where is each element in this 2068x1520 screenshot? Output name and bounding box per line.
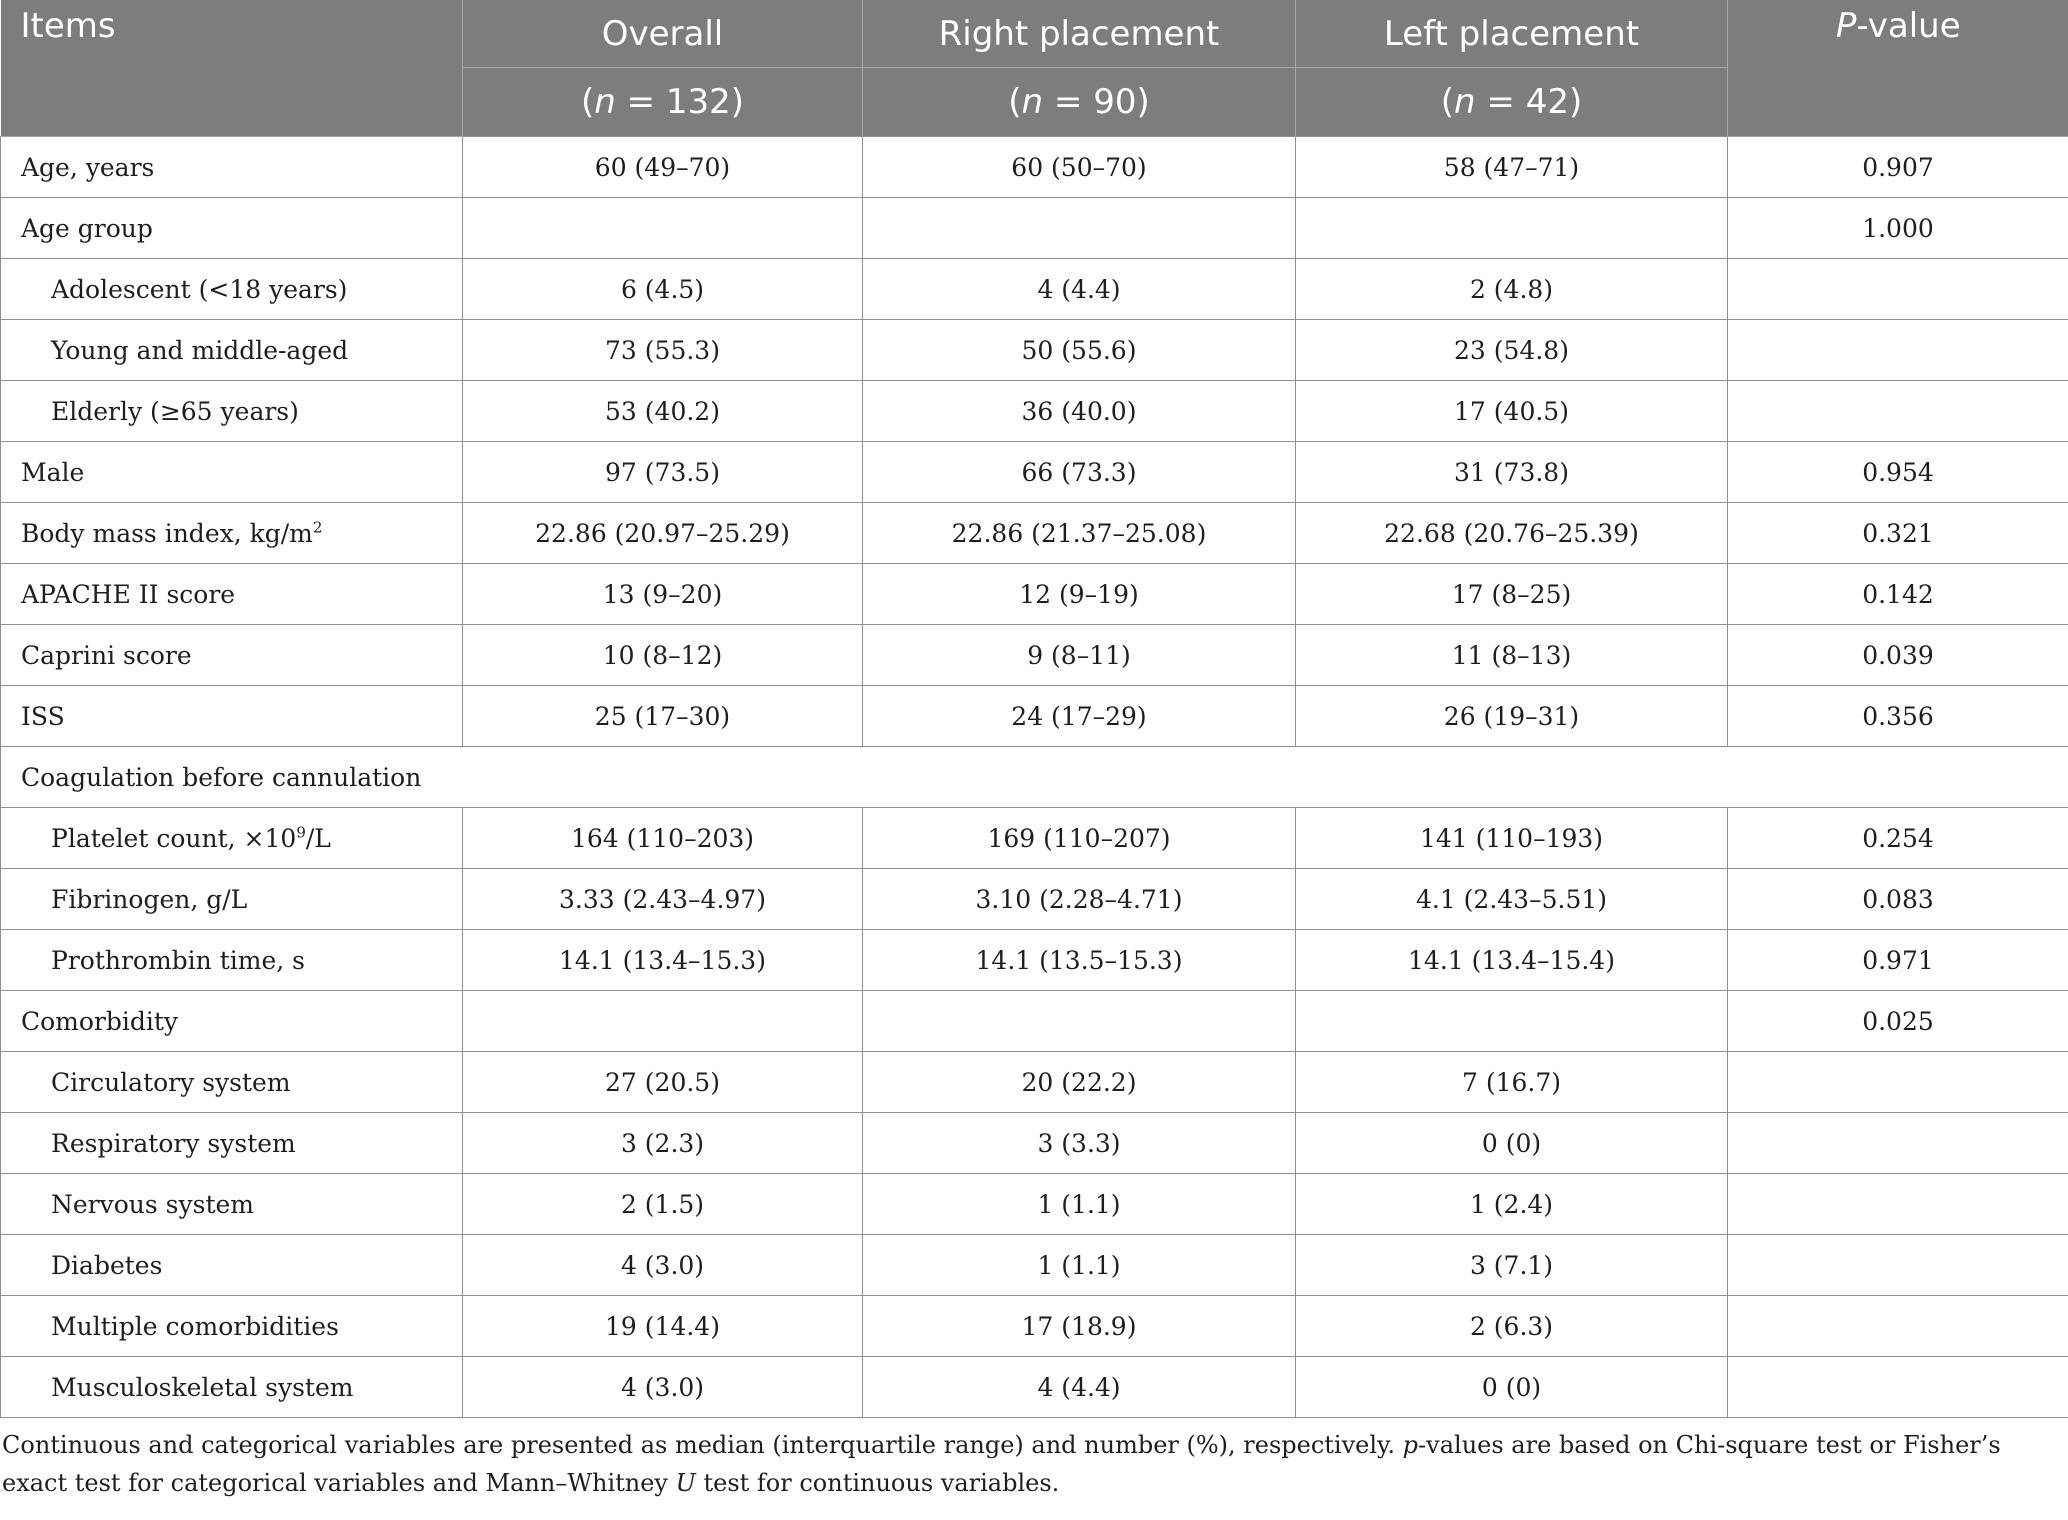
- cell-p-value: 0.254: [1728, 808, 2068, 869]
- row-label: Young and middle-aged: [1, 320, 463, 381]
- cell-left: [1296, 198, 1728, 259]
- cell-right: 14.1 (13.5–15.3): [863, 930, 1296, 991]
- table-header: [1, 0, 2068, 137]
- table-row: [1, 1052, 2068, 1113]
- cell-left: 0 (0): [1296, 1357, 1728, 1418]
- row-label: Nervous system: [1, 1174, 463, 1235]
- p-value-label: [1728, 6, 2068, 46]
- cell-left: 26 (19–31): [1296, 686, 1728, 747]
- table-row: [1, 1296, 2068, 1357]
- cell-right: 36 (40.0): [863, 381, 1296, 442]
- cell-p-value: [1728, 1113, 2068, 1174]
- cell-left: 2 (6.3): [1296, 1296, 1728, 1357]
- left-n-italic: n: [1454, 82, 1476, 122]
- header-items-label: Items: [20, 6, 116, 46]
- cell-right: 4 (4.4): [863, 1357, 1296, 1418]
- table-footnote: [0, 1418, 2062, 1502]
- cell-left: 14.1 (13.4–15.4): [1296, 930, 1728, 991]
- header-overall-n: [463, 68, 863, 137]
- cell-left: 23 (54.8): [1296, 320, 1728, 381]
- cell-p-value: [1728, 320, 2068, 381]
- p-value-rest: -value: [1856, 6, 1961, 46]
- cell-p-value: 0.083: [1728, 869, 2068, 930]
- cell-right: 9 (8–11): [863, 625, 1296, 686]
- cell-left: 22.68 (20.76–25.39): [1296, 503, 1728, 564]
- cell-p-value: 0.039: [1728, 625, 2068, 686]
- row-label: Multiple comorbidities: [1, 1296, 463, 1357]
- cell-p-value: 0.025: [1728, 991, 2068, 1052]
- cell-p-value: [1728, 1174, 2068, 1235]
- table-body: [1, 137, 2068, 1418]
- header-left-n: [1296, 68, 1728, 137]
- table-row: [1, 564, 2068, 625]
- cell-p-value: 0.954: [1728, 442, 2068, 503]
- cell-left: [1296, 991, 1728, 1052]
- header-overall: Overall: [463, 0, 863, 68]
- left-n-open: (: [1440, 82, 1455, 122]
- cell-p-value: [1728, 1052, 2068, 1113]
- cell-p-value: [1728, 259, 2068, 320]
- cell-right: 17 (18.9): [863, 1296, 1296, 1357]
- row-label: ISS: [1, 686, 463, 747]
- cell-right: 66 (73.3): [863, 442, 1296, 503]
- table-row: [1, 991, 2068, 1052]
- cell-p-value: [1728, 381, 2068, 442]
- table-row: [1, 1357, 2068, 1418]
- cell-right: 12 (9–19): [863, 564, 1296, 625]
- row-label-text: Body mass index, kg/m: [21, 518, 313, 548]
- cell-left: 0 (0): [1296, 1113, 1728, 1174]
- row-label: Age, years: [1, 137, 463, 198]
- footnote-u-italic: U: [675, 1469, 696, 1497]
- row-label: Circulatory system: [1, 1052, 463, 1113]
- cell-p-value: 0.142: [1728, 564, 2068, 625]
- row-label: Comorbidity: [1, 991, 463, 1052]
- right-n-italic: n: [1021, 82, 1044, 122]
- table-row: [1, 198, 2068, 259]
- cell-p-value: 0.907: [1728, 137, 2068, 198]
- cell-overall: [463, 198, 863, 259]
- cell-p-value: [1728, 1235, 2068, 1296]
- cell-overall: 164 (110–203): [463, 808, 863, 869]
- row-label: Caprini score: [1, 625, 463, 686]
- cell-right: 169 (110–207): [863, 808, 1296, 869]
- row-label: Musculoskeletal system: [1, 1357, 463, 1418]
- cell-overall: 97 (73.5): [463, 442, 863, 503]
- table-row: [1, 381, 2068, 442]
- table-row: [1, 808, 2068, 869]
- cell-right: 20 (22.2): [863, 1052, 1296, 1113]
- cell-overall: 4 (3.0): [463, 1357, 863, 1418]
- cell-p-value: [1728, 1357, 2068, 1418]
- row-label: [1, 503, 463, 564]
- p-value-italic: P: [1835, 6, 1857, 46]
- cell-overall: 27 (20.5): [463, 1052, 863, 1113]
- row-label-superscript: 2: [312, 518, 323, 537]
- row-label: Adolescent (<18 years): [1, 259, 463, 320]
- row-label: [1, 808, 463, 869]
- cell-left: 31 (73.8): [1296, 442, 1728, 503]
- cell-left: 2 (4.8): [1296, 259, 1728, 320]
- cell-left: 3 (7.1): [1296, 1235, 1728, 1296]
- row-label-suffix: /L: [305, 823, 331, 853]
- cell-overall: 22.86 (20.97–25.29): [463, 503, 863, 564]
- left-n-rest: = 42): [1475, 82, 1583, 122]
- right-n-open: (: [1008, 82, 1022, 122]
- cell-p-value: 0.321: [1728, 503, 2068, 564]
- cell-p-value: 1.000: [1728, 198, 2068, 259]
- overall-n-rest: = 132): [615, 82, 745, 122]
- header-left-placement: Left placement: [1296, 0, 1728, 68]
- table-row: [1, 1113, 2068, 1174]
- footnote-part-1: Continuous and categorical variables are presented as median (interquartile range) and number (%), respectively.: [2, 1431, 1403, 1459]
- header-right-placement: Right placement: [863, 0, 1296, 68]
- row-label: APACHE II score: [1, 564, 463, 625]
- cell-overall: 3 (2.3): [463, 1113, 863, 1174]
- cell-right: [863, 991, 1296, 1052]
- overall-n-open: (: [580, 82, 595, 122]
- cell-right: 3 (3.3): [863, 1113, 1296, 1174]
- cell-overall: 10 (8–12): [463, 625, 863, 686]
- cell-left: 4.1 (2.43–5.51): [1296, 869, 1728, 930]
- header-right-n: [863, 68, 1296, 137]
- cell-overall: 53 (40.2): [463, 381, 863, 442]
- row-label: Elderly (≥65 years): [1, 381, 463, 442]
- cell-overall: 14.1 (13.4–15.3): [463, 930, 863, 991]
- table-row: [1, 1174, 2068, 1235]
- table-row: [1, 686, 2068, 747]
- footnote-p-italic: p: [1402, 1431, 1419, 1459]
- row-label-text: Platelet count, ×10: [51, 823, 297, 853]
- cell-right: 50 (55.6): [863, 320, 1296, 381]
- table-row: [1, 442, 2068, 503]
- row-label: Diabetes: [1, 1235, 463, 1296]
- cell-left: 11 (8–13): [1296, 625, 1728, 686]
- table-row: [1, 137, 2068, 198]
- cell-overall: 60 (49–70): [463, 137, 863, 198]
- row-label: Fibrinogen, g/L: [1, 869, 463, 930]
- table-row: [1, 259, 2068, 320]
- cell-overall: 2 (1.5): [463, 1174, 863, 1235]
- cell-p-value: [1728, 1296, 2068, 1357]
- cell-left: 17 (40.5): [1296, 381, 1728, 442]
- row-label: Age group: [1, 198, 463, 259]
- header-p-value: [1728, 0, 2068, 137]
- cell-overall: 25 (17–30): [463, 686, 863, 747]
- header-items: [1, 0, 463, 137]
- table-row: [1, 503, 2068, 564]
- cell-overall: [463, 991, 863, 1052]
- overall-n-italic: n: [594, 82, 616, 122]
- cell-left: 141 (110–193): [1296, 808, 1728, 869]
- cell-overall: 6 (4.5): [463, 259, 863, 320]
- table-row: [1, 625, 2068, 686]
- right-n-rest: = 90): [1043, 82, 1150, 122]
- table-row-section: [1, 747, 2068, 808]
- table-row: [1, 869, 2068, 930]
- row-label-superscript: 9: [296, 823, 306, 842]
- cell-overall: 13 (9–20): [463, 564, 863, 625]
- cell-right: 3.10 (2.28–4.71): [863, 869, 1296, 930]
- cell-left: 17 (8–25): [1296, 564, 1728, 625]
- section-label: Coagulation before cannulation: [1, 747, 2068, 808]
- cell-p-value: 0.356: [1728, 686, 2068, 747]
- footnote-part-2: -values are based on Chi-square test or Fisher’s exact test for categorical variables and Mann–Whitney: [2, 1431, 2001, 1497]
- cell-overall: 73 (55.3): [463, 320, 863, 381]
- cell-p-value: 0.971: [1728, 930, 2068, 991]
- cell-left: 58 (47–71): [1296, 137, 1728, 198]
- cell-right: 60 (50–70): [863, 137, 1296, 198]
- footnote-part-3: test for continuous variables.: [695, 1469, 1060, 1497]
- cell-right: 22.86 (21.37–25.08): [863, 503, 1296, 564]
- cell-left: 1 (2.4): [1296, 1174, 1728, 1235]
- cell-right: [863, 198, 1296, 259]
- cell-overall: 4 (3.0): [463, 1235, 863, 1296]
- cell-left: 7 (16.7): [1296, 1052, 1728, 1113]
- cell-overall: 3.33 (2.43–4.97): [463, 869, 863, 930]
- table-row: [1, 930, 2068, 991]
- cell-overall: 19 (14.4): [463, 1296, 863, 1357]
- row-label: Respiratory system: [1, 1113, 463, 1174]
- table-row: [1, 320, 2068, 381]
- table-row: [1, 1235, 2068, 1296]
- cell-right: 1 (1.1): [863, 1174, 1296, 1235]
- cell-right: 24 (17–29): [863, 686, 1296, 747]
- row-label: Male: [1, 442, 463, 503]
- row-label: Prothrombin time, s: [1, 930, 463, 991]
- cell-right: 1 (1.1): [863, 1235, 1296, 1296]
- cell-right: 4 (4.4): [863, 259, 1296, 320]
